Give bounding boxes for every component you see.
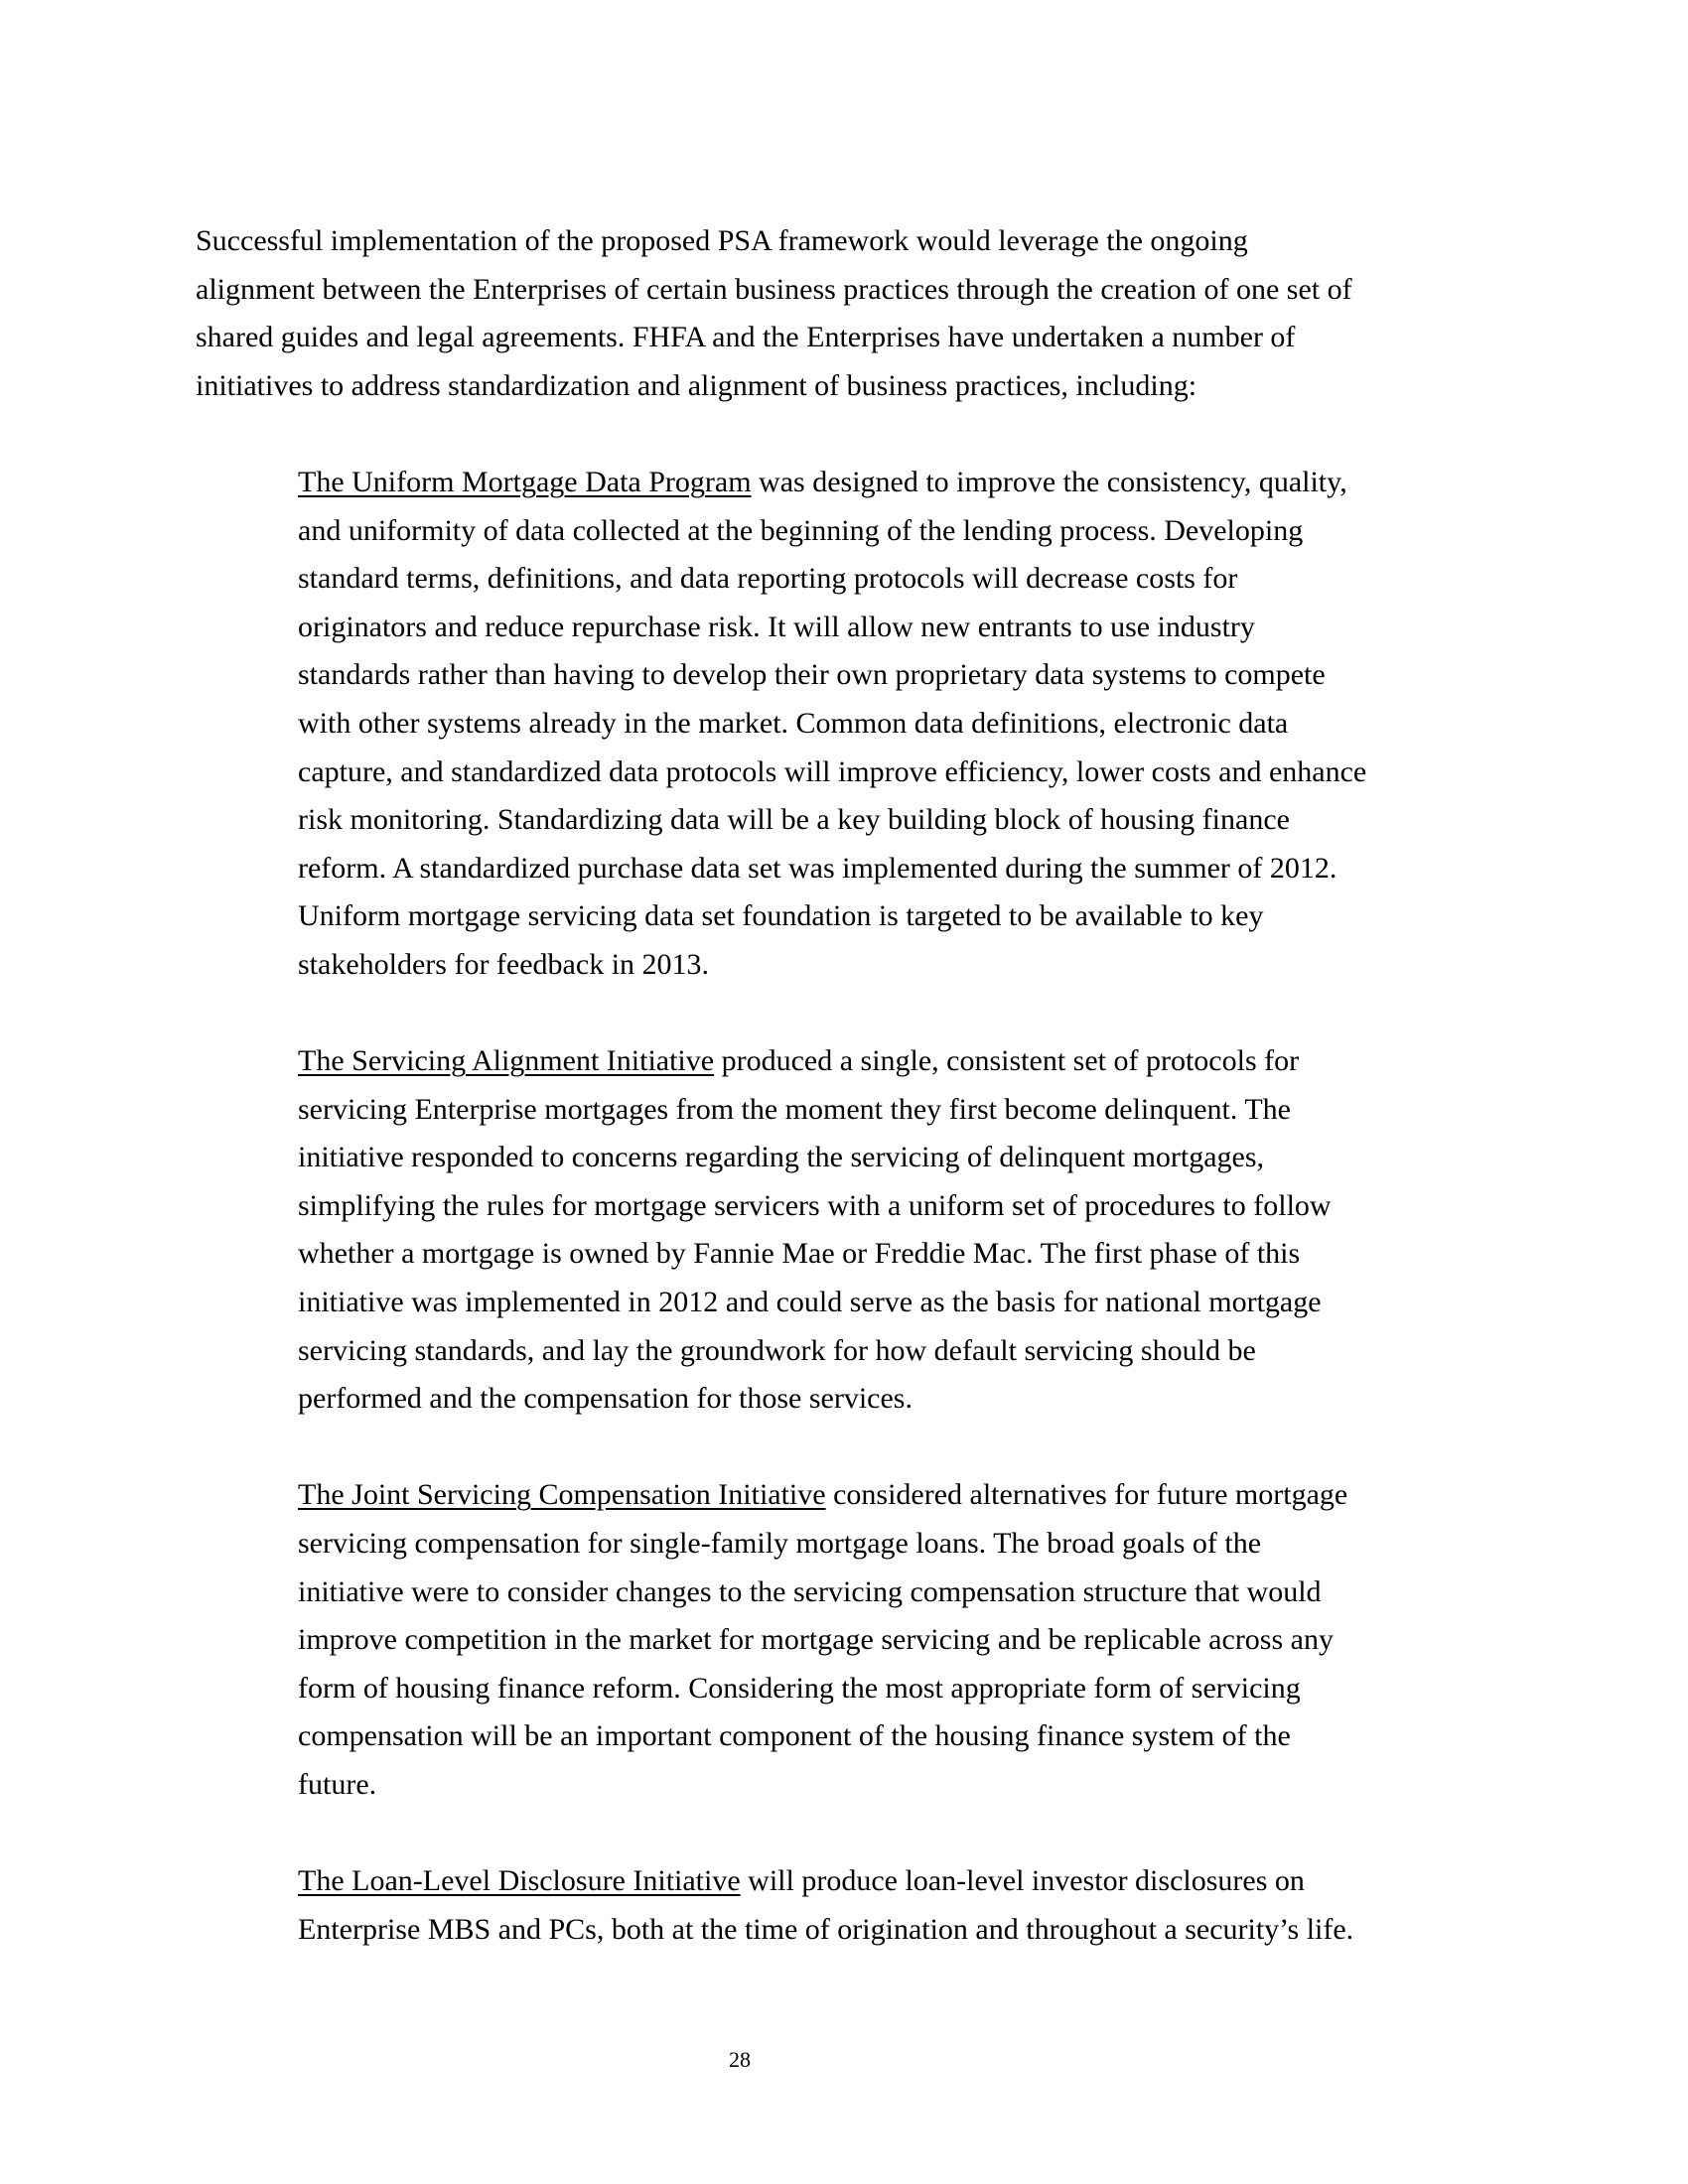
paragraph-line: servicing Enterprise mortgages from the moment they first become delinquent. The bbox=[298, 1092, 1291, 1126]
initiative-title: The Uniform Mortgage Data Program bbox=[298, 465, 752, 498]
paragraph-line bbox=[298, 459, 1506, 507]
paragraph-line: reform. A standardized purchase data set was implemented during the summer of 2012. bbox=[298, 851, 1337, 885]
paragraph-line: originators and reduce repurchase risk. It will allow new entrants to use industry bbox=[298, 610, 1255, 643]
paragraph-line: risk monitoring. Standardizing data will be a key building block of housing finance bbox=[298, 803, 1290, 837]
paragraph-line bbox=[298, 1857, 1506, 1906]
paragraph-line: whether a mortgage is owned by Fannie Mae or Freddie Mac. The first phase of this bbox=[298, 1237, 1301, 1271]
line-text: considered alternatives for future mortgage bbox=[825, 1478, 1348, 1512]
paragraph-line: capture, and standardized data protocols will improve efficiency, lower costs and enhance bbox=[298, 754, 1367, 788]
paragraph-line: improve competition in the market for mortgage servicing and be replicable across any bbox=[298, 1623, 1334, 1657]
paragraph-line: Successful implementation of the proposed PSA framework would leverage the ongoing bbox=[196, 224, 1248, 257]
paragraph-line: form of housing finance reform. Considering the most appropriate form of servicing bbox=[298, 1671, 1301, 1705]
line-text: was designed to improve the consistency, quality, bbox=[751, 465, 1347, 498]
initiative-paragraph bbox=[196, 1037, 1506, 1424]
paragraph-line: Uniform mortgage servicing data set foundation is targeted to be available to key bbox=[298, 899, 1264, 933]
initiative-paragraph bbox=[196, 1471, 1506, 1809]
line-text: will produce loan-level investor disclosures on bbox=[740, 1864, 1305, 1898]
paragraph-line: alignment between the Enterprises of certain business practices through the creation of one set of bbox=[196, 272, 1352, 306]
paragraph-gap bbox=[196, 990, 1506, 1038]
paragraph-line: Enterprise MBS and PCs, both at the time of origination and throughout a security’s life. bbox=[298, 1912, 1354, 1946]
initiative-paragraph bbox=[196, 459, 1506, 990]
paragraph-line bbox=[298, 1471, 1506, 1520]
paragraph-line bbox=[298, 1037, 1506, 1086]
paragraph-line: servicing compensation for single-family mortgage loans. The broad goals of the bbox=[298, 1527, 1262, 1561]
paragraph-line: and uniformity of data collected at the beginning of the lending process. Developing bbox=[298, 513, 1304, 547]
initiatives-list bbox=[196, 410, 1506, 1954]
initiative-title: The Servicing Alignment Initiative bbox=[298, 1044, 715, 1078]
paragraph-line: standards rather than having to develop their own proprietary data systems to compete bbox=[298, 658, 1326, 692]
paragraph-line: stakeholders for feedback in 2013. bbox=[298, 947, 710, 981]
paragraph-line: performed and the compensation for those services. bbox=[298, 1382, 913, 1416]
line-text: produced a single, consistent set of protocols for bbox=[714, 1044, 1300, 1078]
paragraph-line: initiative responded to concerns regarding the servicing of delinquent mortgages, bbox=[298, 1141, 1265, 1174]
document-body bbox=[196, 217, 1506, 1954]
paragraph-line: with other systems already in the market. Common data definitions, electronic data bbox=[298, 706, 1289, 740]
paragraph-line: initiative was implemented in 2012 and could serve as the basis for national mortgage bbox=[298, 1286, 1322, 1319]
initiative-title: The Joint Servicing Compensation Initiative bbox=[298, 1478, 826, 1512]
paragraph-line: initiative were to consider changes to the servicing compensation structure that would bbox=[298, 1574, 1322, 1608]
paragraph-line: standard terms, definitions, and data reporting protocols will decrease costs for bbox=[298, 562, 1238, 596]
paragraph-line: compensation will be an important component of the housing finance system of the bbox=[298, 1719, 1291, 1753]
paragraph-line: simplifying the rules for mortgage servicers with a uniform set of procedures to follow bbox=[298, 1188, 1332, 1222]
initiative-paragraph bbox=[196, 1857, 1506, 1954]
paragraph-gap bbox=[196, 410, 1506, 459]
paragraph-line: servicing standards, and lay the groundwork for how default servicing should be bbox=[298, 1333, 1256, 1367]
paragraph-line: future. bbox=[298, 1768, 377, 1801]
intro-paragraph bbox=[196, 217, 1506, 410]
paragraph-gap bbox=[196, 1424, 1506, 1472]
initiative-title: The Loan-Level Disclosure Initiative bbox=[298, 1864, 741, 1898]
paragraph-gap bbox=[196, 1810, 1506, 1858]
paragraph-line: initiatives to address standardization and alignment of business practices, including: bbox=[196, 368, 1197, 402]
paragraph-line: shared guides and legal agreements. FHFA and the Enterprises have undertaken a number of bbox=[196, 321, 1296, 354]
page-number: 28 bbox=[729, 2047, 751, 2072]
